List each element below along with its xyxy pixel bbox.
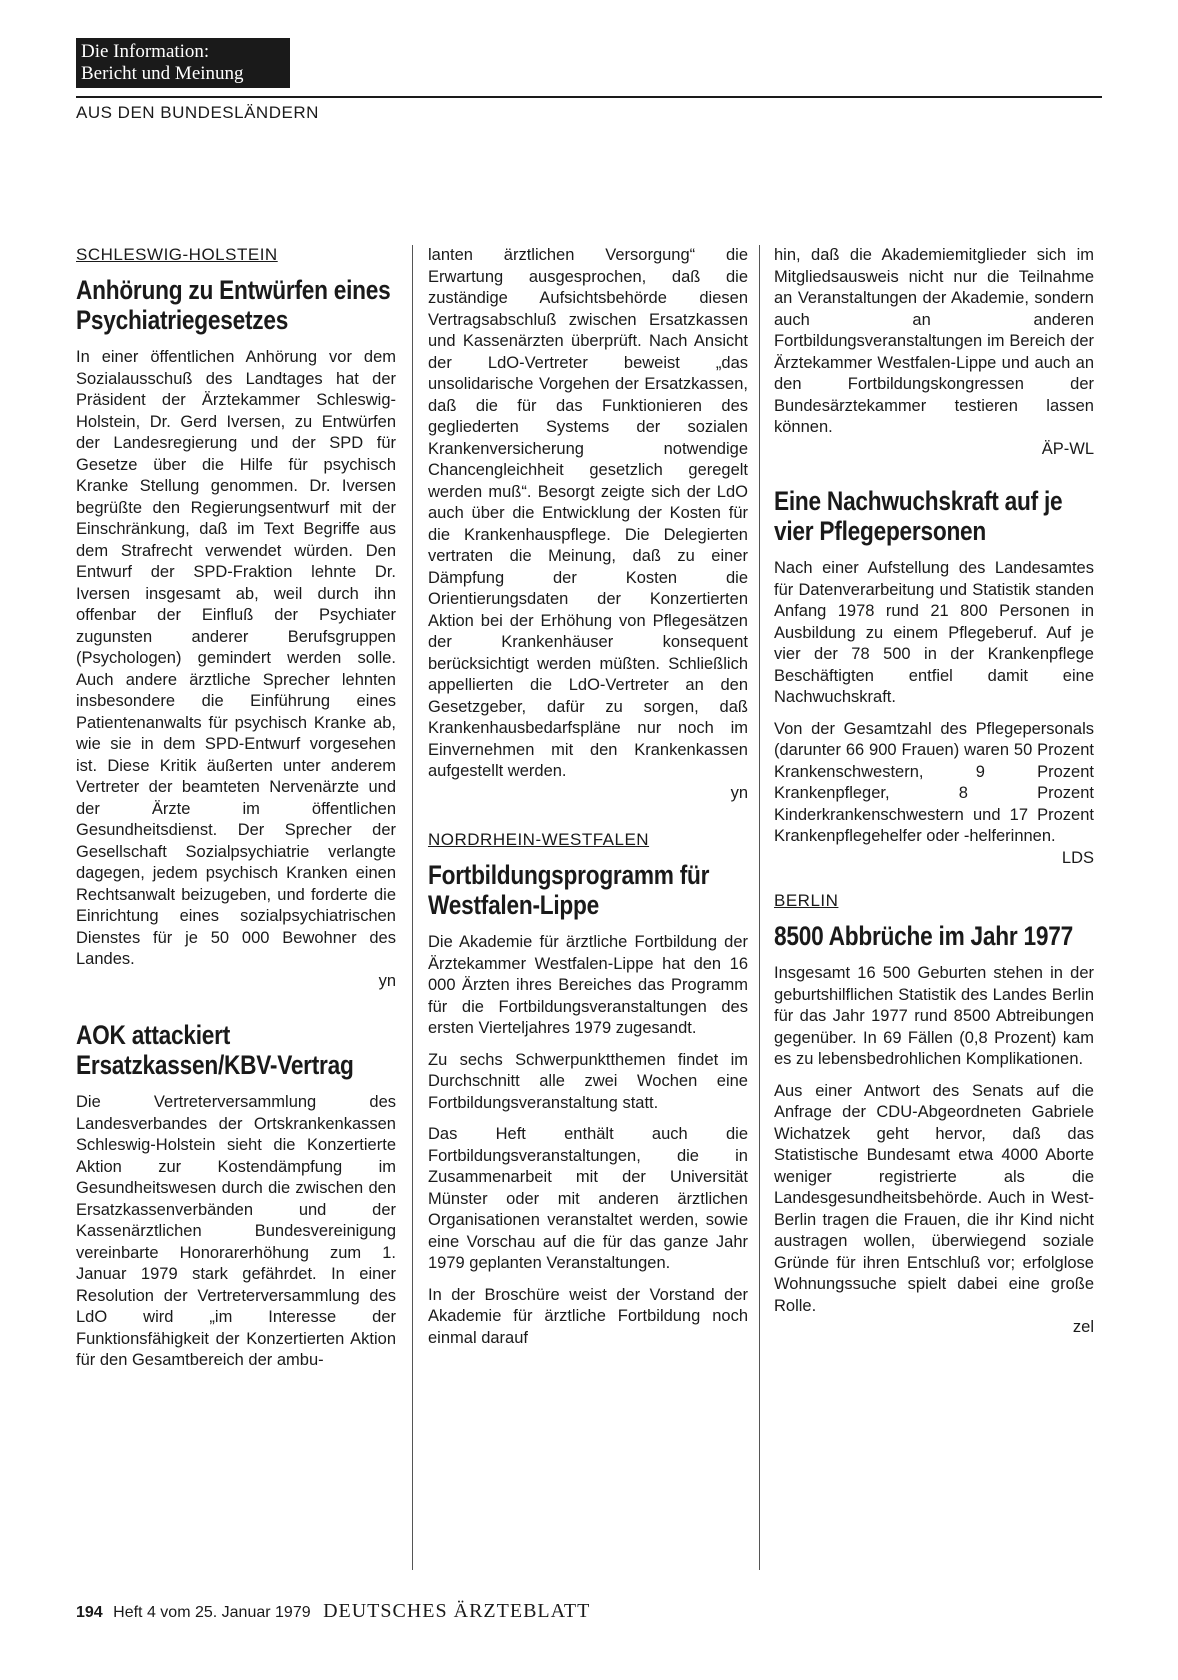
column-1 [76, 245, 396, 1382]
article-text: lanten ärztlichen Versorgung“ die Erwartung ausgesprochen, daß die zuständige Aufsichtsbehörde diesen Vertragsabschluß zwischen Ersatzkassen und Kassenärzten überprüft. Nach Ansicht der LdO-Vertreter beweist „das unsolidarische Vorgehen der Ersatzkassen, daß die für das Funktionieren des gegliederten Systems der sozialen Krankenversicherung notwendige Chancengleichheit gesetzlich geregelt werden muß“. Besorgt zeigte sich der LdO auch über die Entwicklung der Kosten für die Krankenhauspflege. Die Delegierten vertraten die Meinung, daß zu einer Dämpfung der Kosten die Orientierungsdaten der Konzertierten Aktion bei der Erhöhung von Pflegesätzen der Krankenhäuser konsequent berücksichtigt werden müßten. Schließlich appellierten die LdO-Vertreter an den Gesetzgeber, dafür zu sorgen, daß Krankenhausbedarfspläne nur noch im Einvernehmen mit den Krankenkassen aufgestellt werden. [428, 246, 748, 780]
article-text: In einer öffentlichen Anhörung vor dem Sozialausschuß des Landtages hat der Präsident der Ärztekammer Schleswig-Holstein, Dr. Gerd Iversen, zu Entwürfen der Landesregierung und der SPD für Gesetze über die Hilfe für psychisch Kranke Stellung genommen. Dr. Iversen begrüßte den Regierungsentwurf mit der Einschränkung, daß im Text Begriffe aus dem Strafrecht verwendet würden. Den Entwurf der SPD-Fraktion lehnte Dr. Iversen insgesamt ab, weil durch ihn offenbar der Einfluß der Psychiater zugunsten anderer Berufsgruppen (Psychologen) gemindert werden solle. Auch andere ärztliche Sprecher lehnten insbesondere die Einführung eines Patientenanwalts für psychisch Kranke ab, wie sie in dem SPD-Entwurf vorgesehen ist. Diese Kritik äußerten unter anderem Vertreter der beamteten Nervenärzte und der Ärzte im öffentlichen Gesundheitsdienst. Der Sprecher der Gesellschaft Sozialpsychiatrie verlangte dagegen, jedem psychisch Kranken einen Rechtsanwalt beizugeben, und forderte die Einrichtung eines sozialpsychiatrischen Dienstes für je 50 000 Bewohner des Landes. [76, 348, 396, 968]
article-paragraph: Das Heft enthält auch die Fortbildungsveranstaltungen, die in Zusammenarbeit mit der Universität Münster oder mit anderen ärztlichen Organisationen veranstaltet werden, sowie eine Vorschau auf die für das ganze Jahr 1979 geplanten Veranstaltungen. [428, 1125, 748, 1272]
column-2 [428, 245, 748, 1359]
page-number: 194 [76, 1604, 103, 1621]
article-body [76, 347, 396, 992]
article-title: Fortbildungsprogramm für Westfalen-Lippe [428, 860, 710, 920]
article-text: hin, daß die Akademiemitglieder sich im Mitgliedsausweis nicht nur die Teilnahme an Veranstaltungen der Akademie, sondern auch an anderen Fortbildungsveranstaltungen im Bereich der Ärztekammer Westfalen-Lippe und auch an den Fortbildungskongressen der Bundesärztekammer testieren lassen können. [774, 246, 1094, 436]
article-body [774, 245, 1094, 460]
article-text: Aus einer Antwort des Senats auf die Anfrage der CDU-Abgeordneten Gabriele Wichatzek geht hervor, daß das Statistische Bundesamt etwa 4000 Aborte weniger registrierte als die Landesgesundheitsbehörde. Auch in West-Berlin tragen die Frauen, die ihr Kind nicht austragen wollen, überwiegend soziale Gründe für ihren Entschluß vor; erfolglose Wohnungssuche spielt dabei eine große Rolle. [774, 1081, 1094, 1315]
author-initials: zel [1072, 1318, 1094, 1336]
author-initials: yn [730, 783, 748, 802]
masthead-line2: Bericht und Meinung [81, 63, 244, 84]
article-paragraph: Nach einer Aufstellung des Landesamtes für Datenverarbeitung und Statistik standen Anfang 1978 rund 21 800 Personen in Ausbildung zu einem Pflegeberuf. Auf je vier der 78 500 in der Krankenpflege Beschäftigten entfiel damit eine Nachwuchskraft. [774, 559, 1094, 706]
article-text: Von der Gesamtzahl des Pflegepersonals (darunter 66 900 Frauen) waren 50 Prozent Krankenschwestern, 9 Prozent Krankenpfleger, 8 Prozent Kinderkrankenschwestern und 17 Prozent Krankenpflegehelfer oder -helferinnen. [774, 719, 1094, 845]
column-3 [774, 245, 1094, 1349]
issue-info: Heft 4 vom 25. Januar 1979 [113, 1604, 311, 1621]
masthead-line1: Die Information: [81, 41, 210, 62]
author-initials: ÄP-WL [1041, 439, 1094, 458]
region-label: SCHLESWIG-HOLSTEIN [76, 245, 278, 264]
author-initials: LDS [1061, 848, 1094, 867]
article-title: Anhörung zu Entwürfen eines Psychiatriegesetzes [76, 275, 391, 335]
article-paragraph: Insgesamt 16 500 Geburten stehen in der geburtshilflichen Statistik des Landes Berlin für das Jahr 1977 rund 8500 Abtreibungen gegenüber. In 69 Fällen (0,8 Prozent) kam es zu lebensbedrohlichen Komplikationen. [774, 964, 1094, 1068]
article-title: 8500 Abbrüche im Jahr 1977 [774, 921, 1073, 951]
column-divider [412, 245, 413, 1570]
article-paragraph: Zu sechs Schwerpunktthemen findet im Durchschnitt alle zwei Wochen eine Fortbildungsveranstaltung statt. [428, 1050, 748, 1112]
author-initials: yn [378, 971, 396, 990]
section-heading: AUS DEN BUNDESLÄNDERN [76, 103, 319, 122]
page-footer [76, 1600, 590, 1623]
article-title: Eine Nachwuchskraft auf je vier Pflegepersonen [774, 486, 1063, 546]
article-body [428, 245, 748, 804]
masthead [76, 38, 290, 88]
region-label: NORDRHEIN-WESTFALEN [428, 830, 650, 849]
article-paragraph [774, 1081, 1094, 1339]
column-divider [759, 245, 760, 1570]
article-paragraph: In der Broschüre weist der Vorstand der Akademie für ärztliche Fortbildung noch einmal darauf [428, 1285, 748, 1347]
article-paragraph: Die Akademie für ärztliche Fortbildung der Ärztekammer Westfalen-Lippe hat den 16 000 Ärzten ihres Bereiches das Programm für die Fortbildungsveranstaltungen des ersten Vierteljahres 1979 zugesandt. [428, 933, 748, 1037]
article-paragraph [774, 719, 1094, 870]
article-title: AOK attackiert Ersatzkassen/KBV-Vertrag [76, 1020, 354, 1080]
article-body: Die Vertreterversammlung des Landesverbandes der Ortskrankenkassen Schleswig-Holstein sieht die Konzertierte Aktion zur Kostendämpfung im Gesundheitswesen durch die zwischen den Ersatzkassenverbänden und der Kassenärztlichen Bundesvereinigung vereinbarte Honorarerhöhung zum 1. Januar 1979 stark gefährdet. In einer Resolution der Vertreterversammlung des LdO wird „im Interesse der Funktionsfähigkeit der Konzertierten Aktion für den Gesamtbereich der ambu- [76, 1093, 396, 1369]
journal-name: DEUTSCHES ÄRZTEBLATT [323, 1600, 591, 1622]
region-label: BERLIN [774, 891, 839, 910]
top-rule [76, 96, 1102, 98]
